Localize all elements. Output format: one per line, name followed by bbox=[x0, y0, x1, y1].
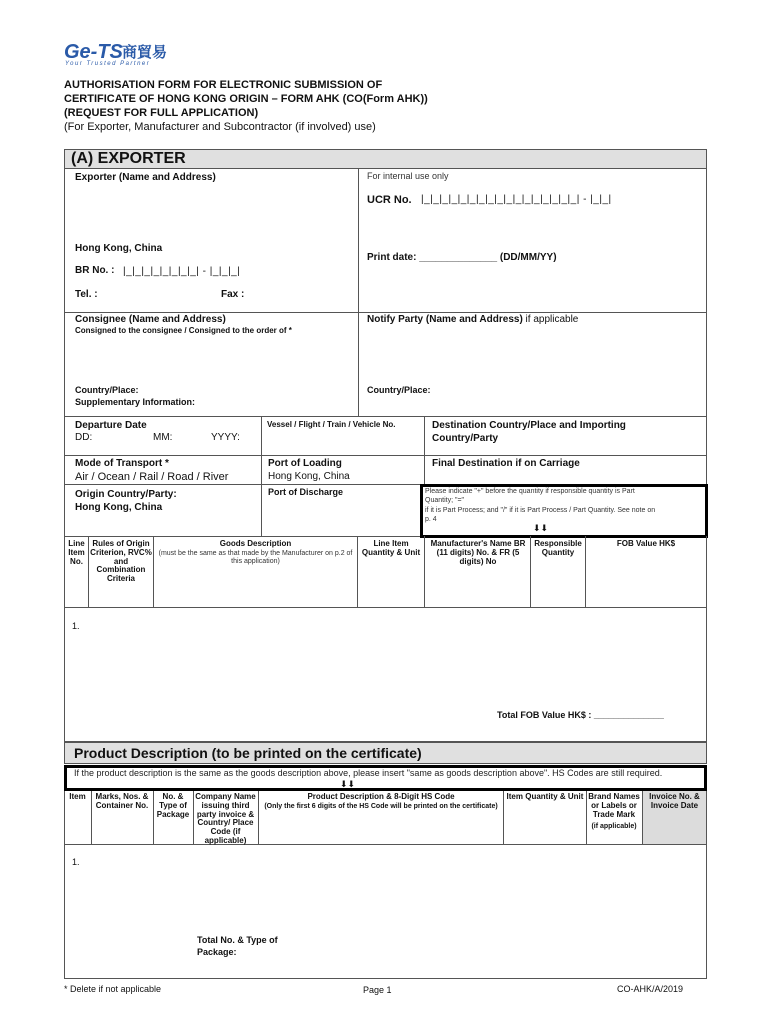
title-line-2: CERTIFICATE OF HONG KONG ORIGIN – FORM AHK (CO(Form AHK)) bbox=[64, 93, 428, 105]
mode-values[interactable]: Air / Ocean / Rail / Road / River bbox=[75, 471, 229, 483]
br-label: BR No. : bbox=[75, 265, 115, 276]
port-loading-value: Hong Kong, China bbox=[268, 471, 350, 482]
departure-label: Departure Date bbox=[75, 420, 147, 431]
footer-page: Page 1 bbox=[363, 985, 392, 995]
final-destination-label: Final Destination if on Carriage bbox=[432, 458, 580, 469]
total-package-line-2[interactable]: Package: bbox=[197, 947, 237, 957]
origin-value: Hong Kong, China bbox=[75, 502, 163, 513]
product-note: If the product description is the same as the goods description above, please insert "same as goods description above". HS Codes are still required. bbox=[74, 768, 663, 778]
title-line-1: AUTHORISATION FORM FOR ELECTRONIC SUBMISSION OF bbox=[64, 79, 383, 91]
br-boxes[interactable]: |_|_|_|_|_|_|_|_| - |_|_|_| bbox=[123, 266, 241, 277]
ucr-boxes[interactable]: |_|_|_|_|_|_|_|_|_|_|_|_|_|_|_|_|_| - |_|_| bbox=[421, 194, 612, 205]
port-loading-label: Port of Loading bbox=[268, 458, 342, 469]
product-down-arrows-icon: ⬇⬇ bbox=[340, 779, 356, 789]
consignee-label: Consignee (Name and Address) bbox=[75, 314, 226, 325]
exporter-country: Hong Kong, China bbox=[75, 243, 163, 254]
internal-use-label: For internal use only bbox=[367, 171, 449, 181]
goods-header-description-sub: (must be the same as that made by the Manufacturer on p.2 of this application) bbox=[158, 550, 353, 565]
destination-label-1: Destination Country/Place and Importing bbox=[432, 420, 626, 431]
consignee-country-label: Country/Place: bbox=[75, 385, 139, 395]
footer-code: CO-AHK/A/2019 bbox=[617, 984, 684, 994]
departure-dd[interactable]: DD: bbox=[75, 432, 93, 443]
note-line-1: Please indicate "+" before the quantity if responsible quantity is Part bbox=[425, 488, 635, 495]
logo-tagline: Your Trusted Partner bbox=[65, 61, 151, 67]
fax-label[interactable]: Fax : bbox=[221, 289, 245, 300]
mode-label: Mode of Transport * bbox=[75, 458, 169, 469]
goods-header-fob: FOB Value HK$ bbox=[616, 539, 676, 548]
footer-note: * Delete if not applicable bbox=[64, 984, 162, 994]
note-line-3: if it is Part Process; and "/" if it is Part Process / Part Quantity. See note on bbox=[425, 507, 656, 514]
goods-row-1[interactable]: 1. bbox=[72, 621, 80, 631]
origin-label: Origin Country/Party: bbox=[75, 489, 177, 500]
product-header-brand: Brand Names or Labels or Trade Mark bbox=[588, 792, 640, 819]
down-arrows-icon: ⬇⬇ bbox=[533, 523, 549, 533]
logo-cjk: 商貿易 bbox=[122, 43, 168, 61]
section-a-heading: (A) EXPORTER bbox=[71, 150, 186, 167]
print-date[interactable]: Print date: ______________ (DD/MM/YY) bbox=[367, 252, 557, 263]
goods-header-description: Goods Description bbox=[219, 539, 292, 548]
ucr-label: UCR No. bbox=[367, 194, 412, 206]
total-package-line-1: Total No. & Type of bbox=[197, 935, 278, 945]
consignee-sub: Consigned to the consignee / Consigned to the order of * bbox=[75, 326, 292, 335]
departure-yyyy[interactable]: YYYY: bbox=[211, 432, 240, 443]
logo-text: Ge-TS bbox=[64, 41, 123, 63]
goods-header-responsible: Responsible Quantity bbox=[534, 539, 582, 557]
product-header-package: No. & Type of Package bbox=[156, 792, 190, 819]
notify-party bbox=[367, 314, 578, 325]
product-heading: Product Description (to be printed on the certificate) bbox=[74, 745, 422, 761]
note-line-2: Quantity; "=" bbox=[425, 497, 465, 504]
goods-header-line-item: Line Item No. bbox=[68, 539, 85, 566]
product-header-description: Product Description & 8-Digit HS Code bbox=[307, 792, 455, 801]
goods-header-quantity: Line Item Quantity & Unit bbox=[361, 539, 421, 557]
title-line-3: (REQUEST FOR FULL APPLICATION) bbox=[64, 107, 259, 119]
notify-country-label: Country/Place: bbox=[367, 385, 431, 395]
product-header-invoice: Invoice No. & Invoice Date bbox=[649, 792, 700, 810]
product-header-item: Item bbox=[69, 792, 86, 801]
note-line-4: p. 4 bbox=[425, 516, 437, 523]
product-header-quantity: Item Quantity & Unit bbox=[506, 792, 584, 801]
product-row-1[interactable]: 1. bbox=[72, 857, 80, 867]
vessel-label: Vessel / Flight / Train / Vehicle No. bbox=[267, 420, 396, 429]
product-header-hs-sub: (Only the first 6 digits of the HS Code will be printed on the certificate) bbox=[264, 803, 498, 810]
notify-label: Notify Party (Name and Address) bbox=[367, 314, 523, 325]
departure-mm[interactable]: MM: bbox=[153, 432, 173, 443]
total-fob-value[interactable]: Total FOB Value HK$ : ______________ bbox=[497, 710, 664, 720]
tel-label[interactable]: Tel. : bbox=[75, 289, 98, 300]
notify-suffix: if applicable bbox=[522, 314, 579, 325]
logo bbox=[64, 38, 174, 68]
product-header-company: Company Name issuing third party invoice & Country/ Place Code (if applicable) bbox=[195, 792, 256, 845]
goods-header-manufacturer: Manufacturer's Name BR (11 digits) No. & FR (5 digits) No bbox=[430, 539, 526, 566]
port-discharge-label: Port of Discharge bbox=[268, 487, 344, 497]
title-line-4: (For Exporter, Manufacturer and Subcontractor (if involved) use) bbox=[64, 121, 376, 133]
goods-header-rules: Rules of Origin Criterion, RVC% and Combination Criteria bbox=[90, 539, 152, 584]
product-header-marks: Marks, Nos. & Container No. bbox=[95, 792, 149, 810]
exporter-label: Exporter (Name and Address) bbox=[75, 172, 216, 183]
supplementary-label: Supplementary Information: bbox=[75, 397, 196, 407]
destination-label-2: Country/Party bbox=[432, 433, 499, 444]
product-header-brand-sub: (if applicable) bbox=[591, 823, 637, 830]
